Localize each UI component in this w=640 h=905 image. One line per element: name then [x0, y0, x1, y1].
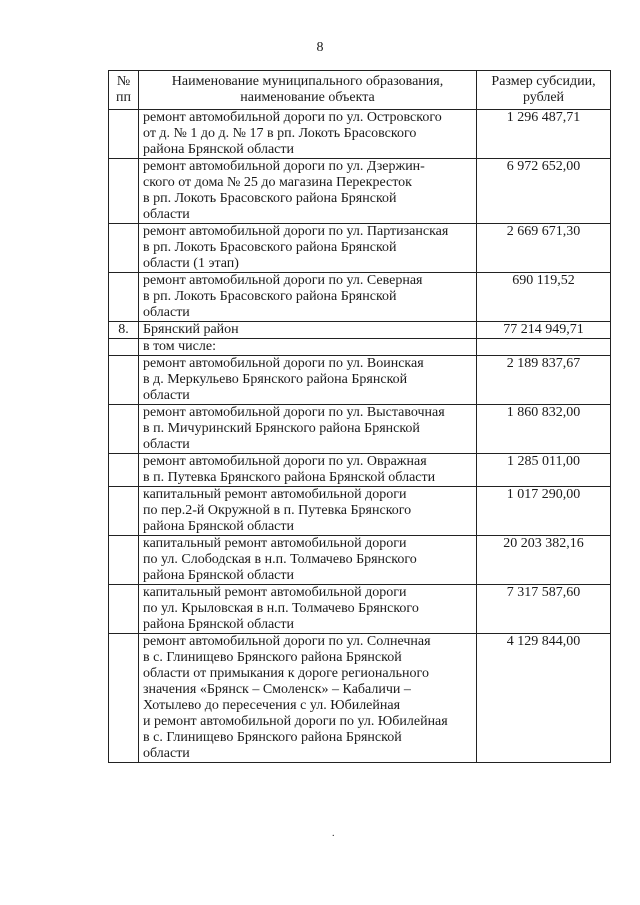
- table-row: [109, 339, 611, 356]
- row-number: [109, 224, 139, 273]
- header-name: Наименование муниципального образования, наименование объекта: [139, 71, 477, 110]
- row-amount: 2 669 671,30: [477, 224, 611, 273]
- row-name: ремонт автомобильной дороги по ул. Овражная в п. Путевка Брянского района Брянской области: [139, 454, 477, 487]
- row-number: [109, 356, 139, 405]
- row-number: [109, 634, 139, 763]
- row-amount: 20 203 382,16: [477, 536, 611, 585]
- row-amount: 2 189 837,67: [477, 356, 611, 405]
- table-row: [109, 322, 611, 339]
- row-amount: 1 296 487,71: [477, 110, 611, 159]
- row-number: [109, 110, 139, 159]
- subsidy-table: [108, 70, 611, 763]
- table-row: [109, 110, 611, 159]
- table-row: [109, 634, 611, 763]
- row-name: капитальный ремонт автомобильной дороги по ул. Крыловская в н.п. Толмачево Брянского района Брянской области: [139, 585, 477, 634]
- row-amount: 7 317 587,60: [477, 585, 611, 634]
- header-number: № пп: [109, 71, 139, 110]
- table-row: [109, 454, 611, 487]
- row-name: ремонт автомобильной дороги по ул. Дзержин- ского от дома № 25 до магазина Перекресток в рп. Локоть Брасовского района Брянской области: [139, 159, 477, 224]
- row-name: ремонт автомобильной дороги по ул. Солнечная в с. Глинищево Брянского района Брянской области от примыкания к дороге регионального значения «Брянск – Смоленск» – Кабаличи – Хотылево до пересечения с ул. Юбилейная и ремонт автомобильной дороги по ул. Юбилейная в с. Глинищево Брянского района Брянской области: [139, 634, 477, 763]
- row-amount: 690 119,52: [477, 273, 611, 322]
- row-name: капитальный ремонт автомобильной дороги по ул. Слободская в н.п. Толмачево Брянского района Брянской области: [139, 536, 477, 585]
- row-amount: 1 285 011,00: [477, 454, 611, 487]
- row-number: [109, 339, 139, 356]
- row-amount: 1 860 832,00: [477, 405, 611, 454]
- row-name: ремонт автомобильной дороги по ул. Воинская в д. Меркульево Брянского района Брянской области: [139, 356, 477, 405]
- row-number: [109, 536, 139, 585]
- row-name: ремонт автомобильной дороги по ул. Островского от д. № 1 до д. № 17 в рп. Локоть Брасовского района Брянской области: [139, 110, 477, 159]
- row-amount: 1 017 290,00: [477, 487, 611, 536]
- header-amount: Размер субсидии, рублей: [477, 71, 611, 110]
- table-row: [109, 224, 611, 273]
- table-row: [109, 273, 611, 322]
- page-number: 8: [316, 40, 324, 55]
- row-number: [109, 487, 139, 536]
- row-number: [109, 405, 139, 454]
- row-amount: 4 129 844,00: [477, 634, 611, 763]
- row-name: ремонт автомобильной дороги по ул. Выставочная в п. Мичуринский Брянского района Брянской области: [139, 405, 477, 454]
- row-name: ремонт автомобильной дороги по ул. Партизанская в рп. Локоть Брасовского района Брянской области (1 этап): [139, 224, 477, 273]
- table-row: [109, 585, 611, 634]
- row-number: [109, 454, 139, 487]
- table-row: [109, 159, 611, 224]
- row-number: [109, 273, 139, 322]
- row-number: [109, 159, 139, 224]
- row-amount: 77 214 949,71: [477, 322, 611, 339]
- table-header-row: [109, 71, 611, 110]
- row-name: капитальный ремонт автомобильной дороги по пер.2-й Окружной в п. Путевка Брянского района Брянской области: [139, 487, 477, 536]
- row-name: Брянский район: [139, 322, 477, 339]
- table-row: [109, 405, 611, 454]
- table-row: [109, 536, 611, 585]
- row-name: в том числе:: [139, 339, 477, 356]
- row-amount: [477, 339, 611, 356]
- table-row: [109, 487, 611, 536]
- row-name: ремонт автомобильной дороги по ул. Северная в рп. Локоть Брасовского района Брянской области: [139, 273, 477, 322]
- row-number: [109, 585, 139, 634]
- page-mark: .: [332, 828, 335, 839]
- row-number: 8.: [109, 322, 139, 339]
- row-amount: 6 972 652,00: [477, 159, 611, 224]
- table-row: [109, 356, 611, 405]
